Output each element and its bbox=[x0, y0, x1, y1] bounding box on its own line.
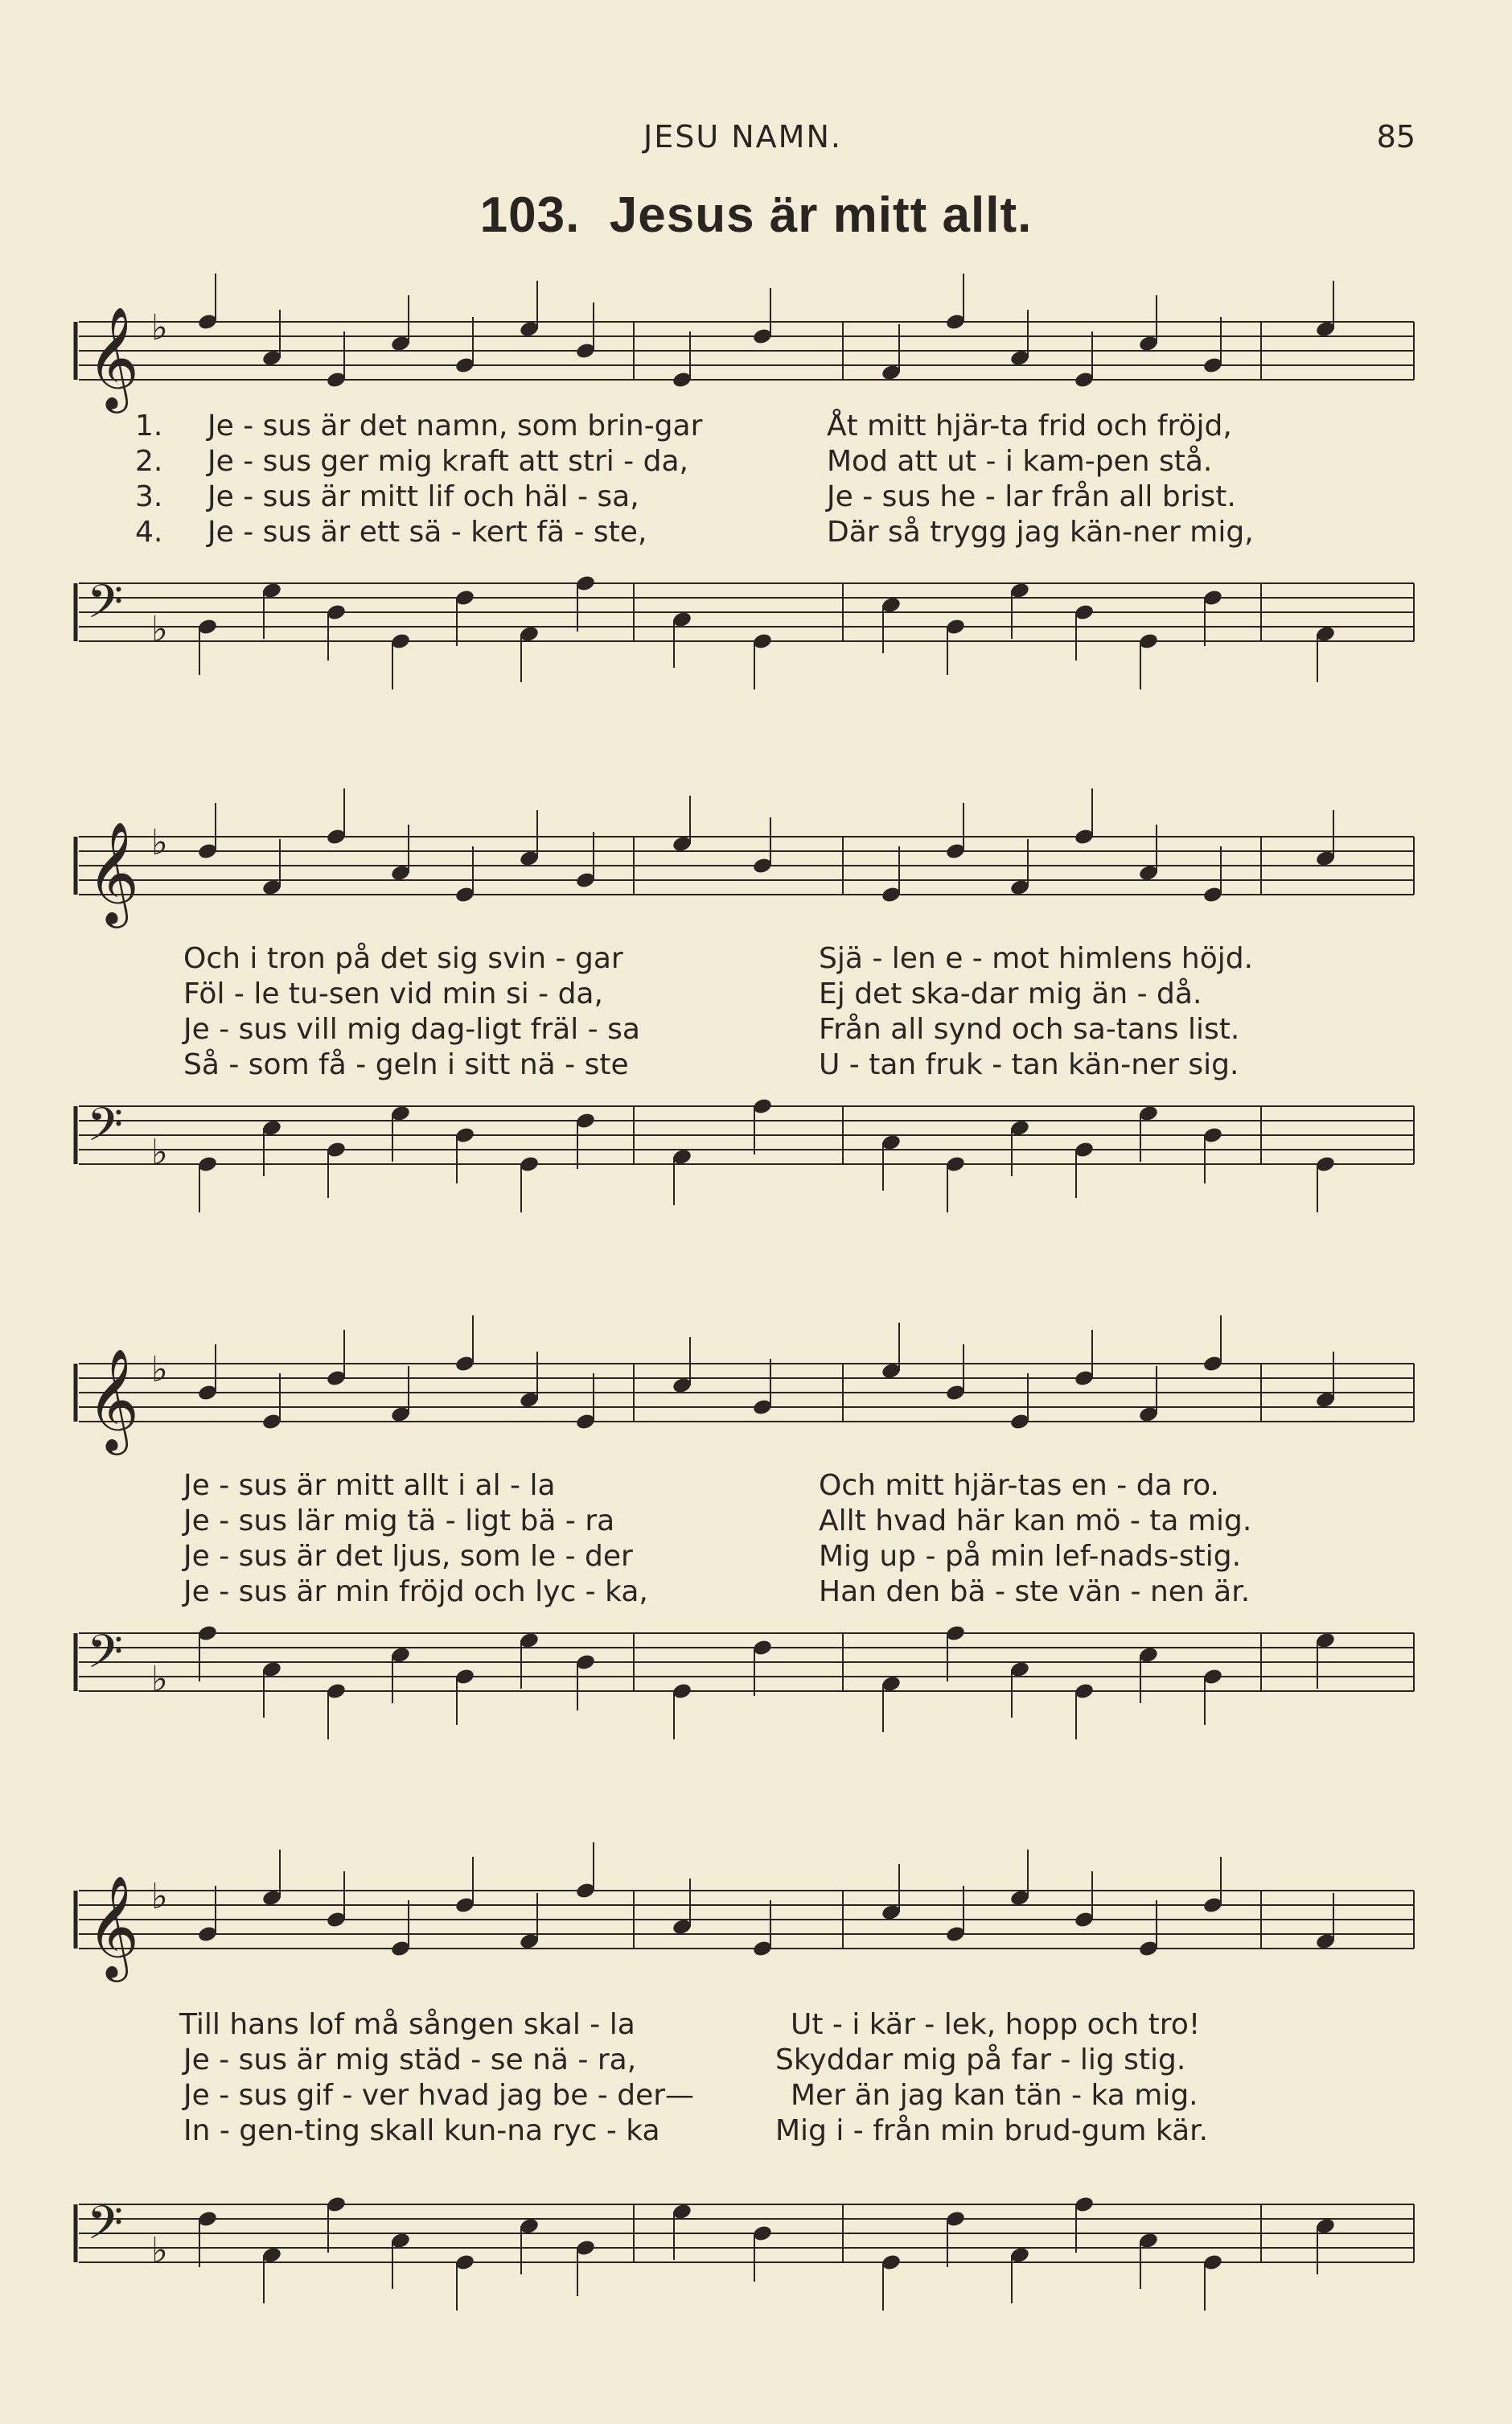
lyric-second-half: Åt mitt hjär-ta frid och fröjd, bbox=[827, 409, 1232, 442]
bass-clef-icon: 𝄢 bbox=[87, 1624, 124, 1690]
treble-staff bbox=[71, 1866, 1422, 1977]
lyric-line-verse-4 bbox=[71, 2113, 1422, 2149]
lyric-line-verse-3 bbox=[71, 1539, 1422, 1574]
bass-clef-icon: 𝄢 bbox=[87, 1097, 124, 1163]
lyric-line-verse-1 bbox=[71, 2007, 1422, 2043]
verse-number: 3. bbox=[135, 480, 163, 513]
music-system-1 bbox=[71, 290, 1422, 676]
lyric-line-verse-2 bbox=[71, 977, 1422, 1012]
bass-staff bbox=[71, 2180, 1422, 2285]
lyric-first-half: Je - sus ger mig kraft att stri - da, bbox=[207, 445, 688, 478]
lyric-second-half: U - tan fruk - tan kän-ner sig. bbox=[819, 1048, 1239, 1081]
flat-sign-icon: ♭ bbox=[151, 1659, 168, 1700]
lyric-second-half: Mig i - från min brud-gum kär. bbox=[775, 2114, 1209, 2147]
lyric-second-half: Mod att ut - i kam-pen stå. bbox=[827, 445, 1213, 478]
lyric-second-half: Mig up - på min lef-nads-stig. bbox=[819, 1540, 1242, 1573]
lyric-first-half: Föl - le tu-sen vid min si - da, bbox=[183, 977, 603, 1010]
lyric-line-verse-2 bbox=[71, 2043, 1422, 2078]
lyric-second-half: Han den bä - ste vän - nen är. bbox=[819, 1575, 1251, 1608]
treble-staff bbox=[71, 298, 1422, 409]
lyric-line-verse-4 bbox=[71, 515, 1422, 550]
lyric-first-half: Så - som få - geln i sitt nä - ste bbox=[183, 1048, 629, 1081]
treble-staff bbox=[71, 1340, 1422, 1451]
lyric-second-half: Ut - i kär - lek, hopp och tro! bbox=[791, 2008, 1201, 2041]
lyric-first-half: Je - sus är ett sä - kert fä - ste, bbox=[207, 516, 647, 549]
lyric-second-half: Där så trygg jag kän-ner mig, bbox=[827, 516, 1254, 549]
lyric-first-half: Je - sus är det namn, som brin-gar bbox=[207, 409, 703, 442]
lyric-first-half: Och i tron på det sig svin - gar bbox=[183, 942, 623, 975]
lyric-line-verse-4 bbox=[71, 1574, 1422, 1610]
lyric-first-half: In - gen-ting skall kun-na ryc - ka bbox=[183, 2114, 660, 2147]
lyric-first-half: Je - sus vill mig dag-ligt fräl - sa bbox=[183, 1013, 640, 1046]
flat-sign-icon: ♭ bbox=[151, 609, 168, 650]
music-system-2 bbox=[71, 805, 1422, 1191]
lyric-first-half: Je - sus är min fröjd och lyc - ka, bbox=[183, 1575, 648, 1608]
treble-clef-icon: 𝄞 bbox=[87, 1348, 140, 1451]
hymn-number: 103. bbox=[479, 187, 581, 243]
verse-number: 4. bbox=[135, 516, 163, 549]
lyric-line-verse-3 bbox=[71, 1012, 1422, 1047]
lyric-second-half: Skyddar mig på far - lig stig. bbox=[775, 2043, 1186, 2076]
lyric-line-verse-1 bbox=[71, 409, 1422, 444]
lyric-line-verse-1 bbox=[71, 1468, 1422, 1504]
lyric-second-half: Sjä - len e - mot himlens höjd. bbox=[819, 942, 1254, 975]
lyric-first-half: Je - sus lär mig tä - ligt bä - ra bbox=[183, 1504, 615, 1537]
hymn-title bbox=[0, 187, 1512, 244]
flat-sign-icon: ♭ bbox=[151, 822, 168, 863]
treble-clef-icon: 𝄞 bbox=[87, 1875, 140, 1977]
bass-clef-icon: 𝄢 bbox=[87, 574, 124, 640]
music-system-4 bbox=[71, 1858, 1422, 2309]
lyric-second-half: Allt hvad här kan mö - ta mig. bbox=[819, 1504, 1252, 1537]
lyric-first-half: Je - sus gif - ver hvad jag be - der— bbox=[183, 2079, 695, 2112]
flat-sign-icon: ♭ bbox=[151, 1132, 168, 1173]
treble-clef-icon: 𝄞 bbox=[87, 821, 140, 924]
lyric-line-verse-2 bbox=[71, 1504, 1422, 1539]
bass-staff bbox=[71, 559, 1422, 664]
lyric-first-half: Je - sus är mitt allt i al - la bbox=[183, 1469, 556, 1502]
hymn-name: Jesus är mitt allt. bbox=[609, 187, 1033, 243]
verse-number: 2. bbox=[135, 445, 163, 478]
running-title: JESU NAMN. bbox=[643, 119, 842, 154]
lyric-first-half: Je - sus är mig städ - se nä - ra, bbox=[183, 2043, 637, 2076]
bass-clef-icon: 𝄢 bbox=[87, 2196, 124, 2261]
lyric-first-half: Till hans lof må sången skal - la bbox=[179, 2008, 635, 2041]
lyric-first-half: Je - sus är det ljus, som le - der bbox=[183, 1540, 633, 1573]
lyric-line-verse-3 bbox=[71, 2078, 1422, 2113]
bass-staff bbox=[71, 1609, 1422, 1714]
lyric-first-half: Je - sus är mitt lif och häl - sa, bbox=[207, 480, 639, 513]
bass-staff bbox=[71, 1082, 1422, 1187]
lyric-second-half: Je - sus he - lar från all brist. bbox=[827, 480, 1236, 513]
music-system-3 bbox=[71, 1331, 1422, 1718]
treble-staff bbox=[71, 813, 1422, 924]
treble-clef-icon: 𝄞 bbox=[87, 306, 140, 409]
page-number: 85 bbox=[1376, 119, 1415, 154]
page-header bbox=[0, 119, 1512, 167]
lyric-line-verse-2 bbox=[71, 444, 1422, 479]
lyric-line-verse-3 bbox=[71, 479, 1422, 515]
lyric-line-verse-4 bbox=[71, 1047, 1422, 1083]
lyric-second-half: Mer än jag kan tän - ka mig. bbox=[791, 2079, 1198, 2112]
flat-sign-icon: ♭ bbox=[151, 1876, 168, 1917]
lyric-second-half: Från all synd och sa-tans list. bbox=[819, 1013, 1240, 1046]
lyric-second-half: Och mitt hjär-tas en - da ro. bbox=[819, 1469, 1219, 1502]
lyric-second-half: Ej det ska-dar mig än - då. bbox=[819, 977, 1202, 1010]
flat-sign-icon: ♭ bbox=[151, 2230, 168, 2271]
verse-number: 1. bbox=[135, 409, 163, 442]
flat-sign-icon: ♭ bbox=[151, 307, 168, 348]
lyric-line-verse-1 bbox=[71, 941, 1422, 977]
flat-sign-icon: ♭ bbox=[151, 1349, 168, 1390]
